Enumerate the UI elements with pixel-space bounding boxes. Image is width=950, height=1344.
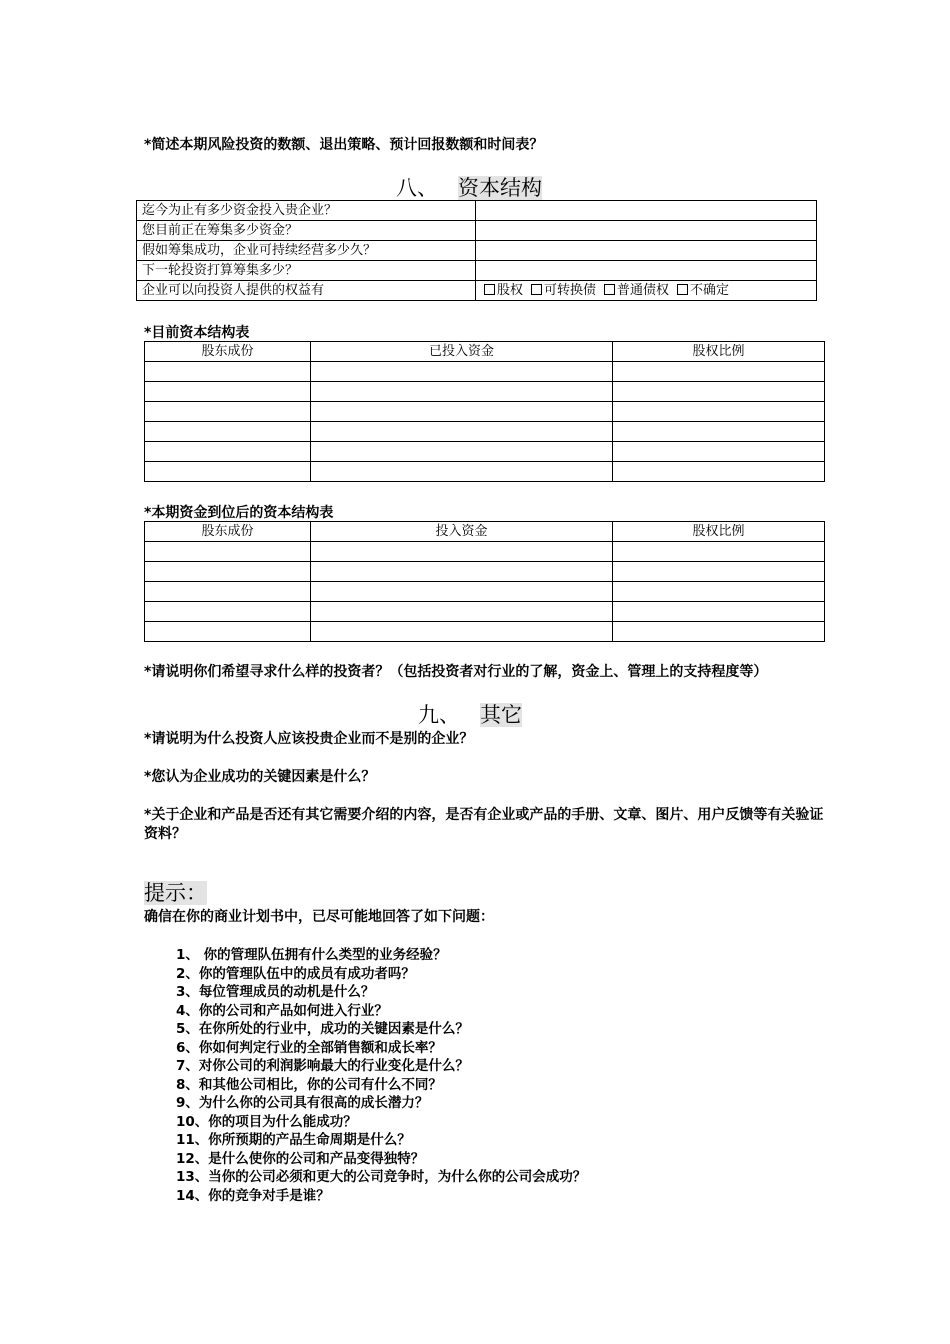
table-header-row	[145, 342, 825, 362]
equity-options-cell	[476, 281, 817, 301]
header-shareholder: 股东成份	[145, 522, 311, 542]
equity-option[interactable]: 股权	[484, 283, 523, 298]
header-shareholder: 股东成份	[145, 342, 311, 362]
table-cell[interactable]	[145, 362, 311, 382]
list-item: 1、 你的管理队伍拥有什么类型的业务经验？	[176, 947, 447, 963]
section-9-heading	[418, 702, 522, 728]
section-8-title: 资本结构	[458, 176, 543, 200]
table-cell[interactable]	[145, 622, 311, 642]
table-cell[interactable]	[613, 422, 825, 442]
question-cell: 您目前正在筹集多少资金？	[137, 221, 476, 241]
list-item: 12、是什么使你的公司和产品变得独特？	[176, 1150, 425, 1167]
list-item: 5、在你所处的行业中，成功的关键因素是什么？	[176, 1021, 469, 1037]
table-cell[interactable]	[145, 562, 311, 582]
funding-qa-table	[136, 200, 817, 301]
table-cell[interactable]	[613, 622, 825, 642]
table-cell[interactable]	[311, 542, 613, 562]
table-cell[interactable]	[311, 442, 613, 462]
table-row	[145, 442, 825, 462]
table-row	[137, 261, 817, 281]
table-cell[interactable]	[145, 402, 311, 422]
table-row	[137, 201, 817, 221]
table-cell[interactable]	[145, 462, 311, 482]
answer-cell[interactable]	[476, 261, 817, 281]
table-row	[145, 582, 825, 602]
table-header-row	[145, 522, 825, 542]
table-cell[interactable]	[145, 582, 311, 602]
header-share-ratio: 股权比例	[613, 522, 825, 542]
table-cell[interactable]	[613, 382, 825, 402]
list-item: 14、你的竞争对手是谁？	[176, 1187, 330, 1204]
checkbox-icon[interactable]	[677, 284, 688, 295]
list-item: 3、每位管理成员的动机是什么？	[176, 984, 375, 1000]
post-funding-capital-table	[144, 521, 825, 642]
list-item: 6、你如何判定行业的全部销售额和成长率？	[176, 1039, 442, 1056]
table-cell[interactable]	[613, 402, 825, 422]
table-row	[145, 602, 825, 622]
table-cell[interactable]	[311, 562, 613, 582]
section-8-heading	[396, 175, 542, 201]
table-cell[interactable]	[613, 362, 825, 382]
table-row	[145, 402, 825, 422]
convertible-option[interactable]: 可转换债	[531, 283, 596, 298]
list-item: 13、当你的公司必须和更大的公司竞争时，为什么你的公司会成功？	[176, 1169, 587, 1185]
table-cell[interactable]	[311, 622, 613, 642]
table-cell[interactable]	[613, 582, 825, 602]
tips-checklist	[176, 946, 586, 1205]
table-cell[interactable]	[145, 602, 311, 622]
table-cell[interactable]	[613, 562, 825, 582]
table-cell[interactable]	[145, 442, 311, 462]
table-cell[interactable]	[311, 402, 613, 422]
table-row	[137, 281, 817, 301]
key-success-factors-question: *您认为企业成功的关键因素是什么？	[144, 769, 376, 785]
list-item: 10、你的项目为什么能成功？	[176, 1113, 357, 1130]
table-cell[interactable]	[145, 542, 311, 562]
table-cell[interactable]	[311, 382, 613, 402]
section-9-number: 九、	[418, 703, 460, 727]
table-row	[145, 462, 825, 482]
checkbox-icon[interactable]	[531, 284, 542, 295]
table-row	[145, 382, 825, 402]
question-cell: 迄今为止有多少资金投入贵企业？	[137, 201, 476, 221]
table-cell[interactable]	[311, 462, 613, 482]
exit-strategy-question: *简述本期风险投资的数额、退出策略、预计回报数额和时间表？	[144, 137, 544, 153]
answer-cell[interactable]	[476, 201, 817, 221]
table-cell[interactable]	[145, 422, 311, 442]
current-capital-table	[144, 341, 825, 482]
section-8-number: 八、	[396, 176, 438, 200]
additional-materials-question: *关于企业和产品是否还有其它需要介绍的内容，是否有企业或产品的手册、文章、图片、用户反馈等有关验证资料？	[144, 807, 824, 842]
why-invest-question: *请说明为什么投资人应该投贵企业而不是别的企业？	[144, 731, 474, 747]
post-funding-table-label: *本期资金到位后的资本结构表	[144, 505, 334, 521]
list-item: 2、你的管理队伍中的成员有成功者吗？	[176, 965, 415, 982]
table-cell[interactable]	[311, 362, 613, 382]
table-cell[interactable]	[613, 542, 825, 562]
answer-cell[interactable]	[476, 241, 817, 261]
question-cell: 企业可以向投资人提供的权益有	[137, 281, 476, 301]
table-row	[145, 362, 825, 382]
question-cell: 下一轮投资打算筹集多少？	[137, 261, 476, 281]
table-cell[interactable]	[613, 462, 825, 482]
table-cell[interactable]	[145, 382, 311, 402]
table-cell[interactable]	[311, 422, 613, 442]
checkbox-icon[interactable]	[484, 284, 495, 295]
investor-profile-question: *请说明你们希望寻求什么样的投资者？（包括投资者对行业的了解，资金上、管理上的支持程度等）	[144, 664, 768, 680]
list-item: 11、你所预期的产品生命周期是什么？	[176, 1132, 411, 1148]
list-item: 9、为什么你的公司具有很高的成长潜力？	[176, 1095, 429, 1111]
undecided-option[interactable]: 不确定	[677, 283, 729, 298]
tips-title: 提示：	[144, 881, 207, 905]
debt-option[interactable]: 普通债权	[604, 283, 669, 298]
table-cell[interactable]	[613, 602, 825, 622]
list-item: 4、你的公司和产品如何进入行业？	[176, 1002, 388, 1019]
header-invested: 投入资金	[311, 522, 613, 542]
table-row	[137, 241, 817, 261]
table-cell[interactable]	[311, 602, 613, 622]
list-item: 8、和其他公司相比，你的公司有什么不同？	[176, 1076, 442, 1093]
table-cell[interactable]	[311, 582, 613, 602]
table-cell[interactable]	[613, 442, 825, 462]
question-cell: 假如筹集成功，企业可持续经营多少久？	[137, 241, 476, 261]
answer-cell[interactable]	[476, 221, 817, 241]
table-row	[145, 562, 825, 582]
current-capital-table-label: *目前资本结构表	[144, 325, 250, 341]
header-invested: 已投入资金	[311, 342, 613, 362]
table-row	[137, 221, 817, 241]
table-row	[145, 622, 825, 642]
table-row	[145, 542, 825, 562]
table-row	[145, 422, 825, 442]
list-item: 7、对你公司的利润影响最大的行业变化是什么？	[176, 1058, 469, 1074]
tips-intro: 确信在你的商业计划书中，已尽可能地回答了如下问题：	[144, 909, 494, 925]
section-9-title: 其它	[480, 703, 523, 727]
checkbox-icon[interactable]	[604, 284, 615, 295]
header-share-ratio: 股权比例	[613, 342, 825, 362]
